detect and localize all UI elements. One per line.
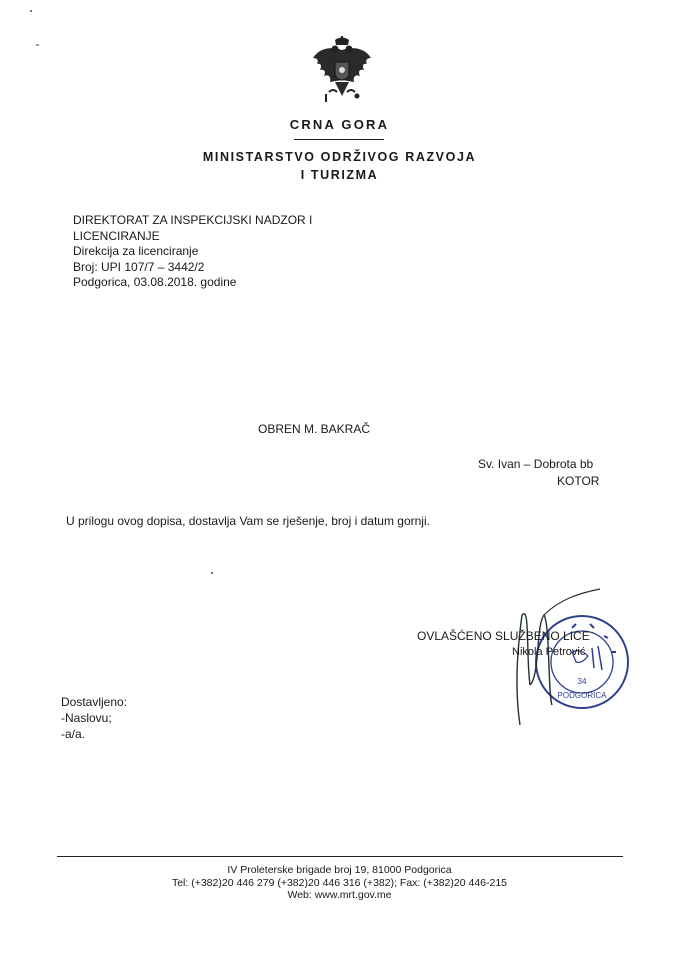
sender-block	[73, 213, 312, 291]
delivered-item: -Naslovu;	[61, 711, 112, 725]
sender-directorate-cont: LICENCIRANJE	[73, 228, 160, 243]
recipient-street: Sv. Ivan – Dobrota bb	[478, 457, 594, 471]
handwritten-signature-icon	[500, 585, 610, 735]
document-date: Podgorica, 03.08.2018. godine	[73, 275, 237, 289]
recipient-name: OBREN M. BAKRAČ	[258, 422, 371, 436]
ministry-name-line2: I TURIZMA	[300, 168, 379, 182]
recipient-city: KOTOR	[557, 474, 600, 488]
delivered-label: Dostavljeno:	[61, 695, 128, 709]
footer-web: Web: www.mrt.gov.me	[287, 889, 392, 901]
scan-speck	[36, 44, 39, 46]
header-rule	[294, 139, 384, 140]
scan-speck	[30, 10, 32, 12]
reference-number: Broj: UPI 107/7 – 3442/2	[73, 259, 205, 274]
stamp-city: PODGORICA	[557, 691, 607, 700]
coat-of-arms-icon	[311, 36, 373, 110]
footer-phones: Tel: (+382)20 446 279 (+382)20 446 316 (+382); Fax: (+382)20 446-215	[171, 876, 508, 889]
sender-directorate: DIREKTORAT ZA INSPEKCIJSKI NADZOR I	[73, 213, 313, 227]
stamp-number: 34	[577, 677, 587, 686]
sender-division: Direkcija za licenciranje	[73, 244, 199, 258]
footer-address: IV Proleterske brigade broj 19, 81000 Podgorica	[227, 864, 452, 876]
letter-body: U prilogu ovog dopisa, dostavlja Vam se rješenje, broj i datum gornji.	[66, 514, 430, 528]
scan-speck	[211, 572, 213, 574]
footer-rule	[57, 856, 623, 857]
delivered-item: -a/a.	[61, 727, 86, 741]
ministry-name-line1: MINISTARSTVO ODRŽIVOG RAZVOJA	[202, 150, 477, 164]
signer-name: Nikola Petrović	[512, 646, 586, 658]
delivered-block	[61, 694, 127, 742]
official-title: OVLAŠĆENO SLUŽBENO LICE	[417, 629, 590, 643]
country-name: CRNA GORA	[289, 117, 390, 132]
footer	[0, 864, 679, 902]
